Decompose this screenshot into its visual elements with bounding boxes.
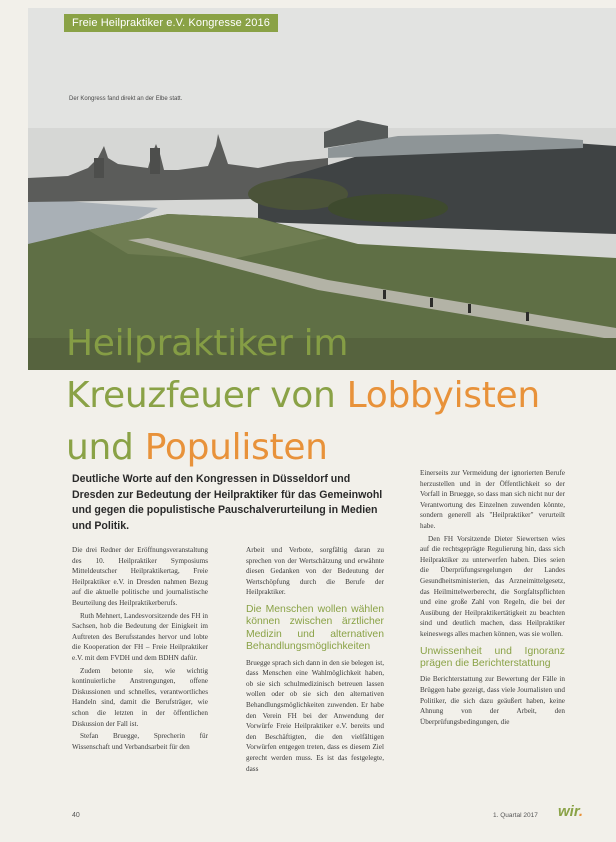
section-tag: Freie Heilpraktiker e.V. Kongresse 2016 [64, 14, 278, 32]
headline-line-3-green: und [66, 427, 145, 468]
lead-paragraph: Deutliche Worte auf den Kongressen in Düsseldorf und Dresden zur Bedeutung der Heilpraktiker für das Gemeinwohl und gegen die populistische Pauschalverurteilung in Medien und Politik. [72, 473, 383, 532]
headline-line-3-orange: Populisten [144, 427, 328, 468]
body-paragraph: Bruegge sprach sich dann in den sie belegen ist, dass Menschen eine Wahlmöglichkeit haben, ob sie sich schulmedizinisch betreuen lassen wollen oder ob sie sich den alternativen Behandlungsmöglichkeiten zuwenden. Er habe den Verein FH bei der Anwendung der Vorwürfe Freie Heilpraktiker e.V. bereits und den Beschäftigten, die den vielfältigen Vorwürfen entgegen treten, dass es diesem Ziel gerecht werden muss. Es ist das festgelegte, dass [246, 658, 384, 773]
body-column-2 [246, 545, 384, 776]
issue-label: 1. Quartal 2017 [493, 812, 538, 819]
headline [66, 318, 606, 474]
subheading: Die Menschen wollen wählen können zwischen ärztlicher Medizin und alternativen Behandlungsmöglichkeiten [246, 603, 384, 653]
logo-text: wir [558, 803, 579, 820]
headline-line-1: Heilpraktiker im [66, 323, 349, 364]
body-paragraph: Die Berichterstattung zur Bewertung der Fälle in Brüggen habe gezeigt, dass viele Journalisten und Politiker, die sich dazu geäußert haben, keine Ahnung von der Arbeit, den Überprüfungsbedingungen, die [420, 675, 565, 726]
body-paragraph: Ruth Mehnert, Landesvorsitzende des FH in Sachsen, hob die Bedeutung der Einigkeit im Auftreten des Berufsstandes hervor und lobte die Kooperation der FH – Freie Heilpraktiker e.V. mit dem FVDH und dem BDHN dafür. [72, 611, 208, 662]
logo-dot: . [578, 803, 584, 820]
hero-photo [28, 8, 616, 370]
body-column-3 [420, 468, 565, 729]
headline-line-2-orange: Lobbyisten [346, 375, 540, 416]
headline-line-3 [66, 422, 606, 474]
body-paragraph: Stefan Bruegge, Sprecherin für Wissenschaft und Verbandsarbeit für den [72, 732, 208, 751]
photo-caption: Der Kongress fand direkt an der Elbe statt. [69, 96, 183, 102]
body-column-1 [72, 545, 208, 754]
body-paragraph: Zudem betonte sie, wie wichtig kontinuierliche Anstrengungen, offene Diskussionen und schnelles, verantwortliches Handeln sind, damit die Berufsträger, wie schon die letzten in der öffentlichen Diskussion der Fall ist. [72, 666, 208, 728]
magazine-logo [558, 803, 583, 820]
subheading: Unwissenheit und Ignoranz prägen die Berichterstattung [420, 645, 565, 669]
body-paragraph: Arbeit und Verbote, sorgfältig daran zu sprechen von der Wertschätzung und erwähnte diesen Gedanken von der Bedeutung der Wertschöpfung durch die Berufe der Heilpraktiker. [246, 546, 384, 597]
body-paragraph: Den FH Vorsitzende Dieter Siewertsen wies auf die rechtsgeprägte Regulierung hin, dass sich Heilpraktiker zu unterwerfen haben. Dies seien die Überprüfungsregelungen der Landes Gesundheitsministerien, das Arzneimittelgesetz, das Heilmittelwerberecht, die Sorgfaltspflichten und eine große Zahl von Regeln, die bei der Ausübung der Heilpraktikertätigkeit zu beachten sind und deutlich machen, dass Heilpraktiker keineswegs alles machen können, was sie wollen. [420, 534, 565, 638]
headline-line-2 [66, 370, 606, 422]
page-number: 40 [72, 812, 80, 819]
body-paragraph: Die drei Redner der Eröffnungsveranstaltung des 10. Heilpraktiker Symposiums Mitteldeutscher Heilpraktikertag, Freie Heilpraktiker e.V. in Dresden nahmen Bezug auf die aktuelle politische und journalistische Beurteilung des Heilpraktikerberufs. [72, 546, 208, 607]
dresden-riverside-photo [28, 8, 616, 370]
body-paragraph: Einerseits zur Vermeidung der ignorierten Berufe herzustellen und in der Öffentlichkeit so der Vorfall in Bruegge, so dass man sich nicht nur der Verantwortung des Einzelnen zuwenden könnte, sondern generell als "Heilpraktiker" verurteilt habe. [420, 469, 565, 530]
headline-line-2-green: Kreuzfeuer von [66, 375, 347, 416]
